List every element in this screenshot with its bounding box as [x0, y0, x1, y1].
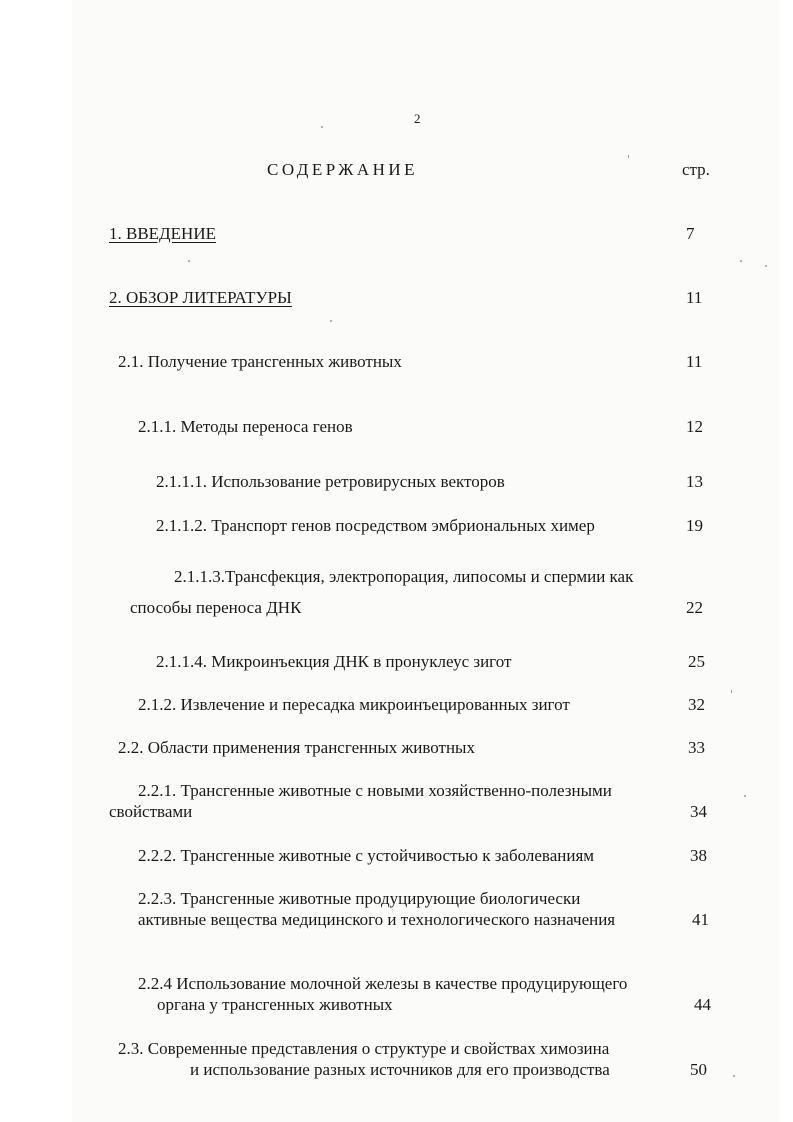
toc-entry-text: 2.2.2. Трансгенные животные с устойчивостью к заболеваниям [138, 846, 595, 865]
toc-entry-page: 7 [686, 224, 695, 243]
toc-entry-text-continued: активные вещества медицинского и технологического назначения [138, 910, 616, 929]
toc-entry-page: 11 [686, 352, 703, 371]
toc-entry-page: 32 [688, 695, 705, 714]
toc-entry-text: 2.2.1. Трансгенные животные с новыми хозяйственно-полезными [138, 781, 612, 800]
toc-entry-text: 1. ВВЕДЕНИЕ [109, 224, 216, 243]
scan-speck [330, 320, 332, 322]
toc-entry-page: 19 [686, 516, 703, 535]
scan-speck [733, 1075, 735, 1077]
toc-entry-page: 13 [686, 472, 703, 491]
toc-entry-page: 34 [690, 802, 707, 821]
scan-speck [188, 260, 190, 262]
scan-speck [765, 265, 767, 267]
toc-entry-text-continued: и использование разных источников для его производства [190, 1060, 610, 1079]
toc-entry-page: 41 [692, 910, 709, 929]
page-number: 2 [414, 111, 421, 126]
toc-entry-text: 2.1. Получение трансгенных животных [118, 352, 402, 371]
toc-entry-page: 38 [690, 846, 707, 865]
toc-entry-text: 2.3. Современные представления о структуре и свойствах химозина [118, 1039, 610, 1058]
toc-entry-text: 2.1.1.1. Использование ретровирусных векторов [156, 472, 505, 491]
page-title: СОДЕРЖАНИЕ [267, 160, 419, 179]
toc-entry-text: 2.2.3. Трансгенные животные продуцирующие биологически [138, 889, 581, 908]
toc-entry-text: 2.2.4 Использование молочной железы в качестве продуцирующего [138, 974, 628, 993]
toc-entry-page: 11 [686, 288, 703, 307]
toc-entry-text: 2.2. Области применения трансгенных животных [118, 738, 475, 757]
toc-entry-text: 2.1.1.4. Микроинъекция ДНК в пронуклеус зигот [156, 652, 512, 671]
scan-speck [744, 795, 746, 797]
toc-entry-text-continued: свойствами [109, 802, 193, 821]
toc-entry-text: 2.1.2. Извлечение и пересадка микроинъецированных зигот [138, 695, 570, 714]
toc-entry-text: 2.1.1.3.Трансфекция, электропорация, липосомы и спермии как [174, 567, 634, 586]
scan-margin-right [779, 0, 793, 1122]
toc-entry-text: 2.1.1.2. Транспорт генов посредством эмбриональных химер [156, 516, 595, 535]
toc-entry-page: 25 [688, 652, 705, 671]
toc-entry-text-continued: органа у трансгенных животных [157, 995, 393, 1014]
toc-entry-page: 33 [688, 738, 705, 757]
scan-speck [628, 155, 629, 158]
toc-entry-text: 2. ОБЗОР ЛИТЕРАТУРЫ [109, 288, 292, 307]
toc-entry-page: 44 [694, 995, 711, 1014]
toc-entry-page: 22 [686, 598, 703, 617]
scan-speck [731, 690, 732, 693]
toc-entry-text-continued: способы переноса ДНК [130, 598, 302, 617]
scan-speck [321, 126, 323, 128]
scan-speck [740, 260, 742, 262]
toc-entry-page: 12 [686, 417, 703, 436]
scan-margin-left [0, 0, 72, 1122]
page-column-label: стр. [682, 160, 710, 179]
toc-entry-page: 50 [690, 1060, 707, 1079]
toc-entry-text: 2.1.1. Методы переноса генов [138, 417, 353, 436]
